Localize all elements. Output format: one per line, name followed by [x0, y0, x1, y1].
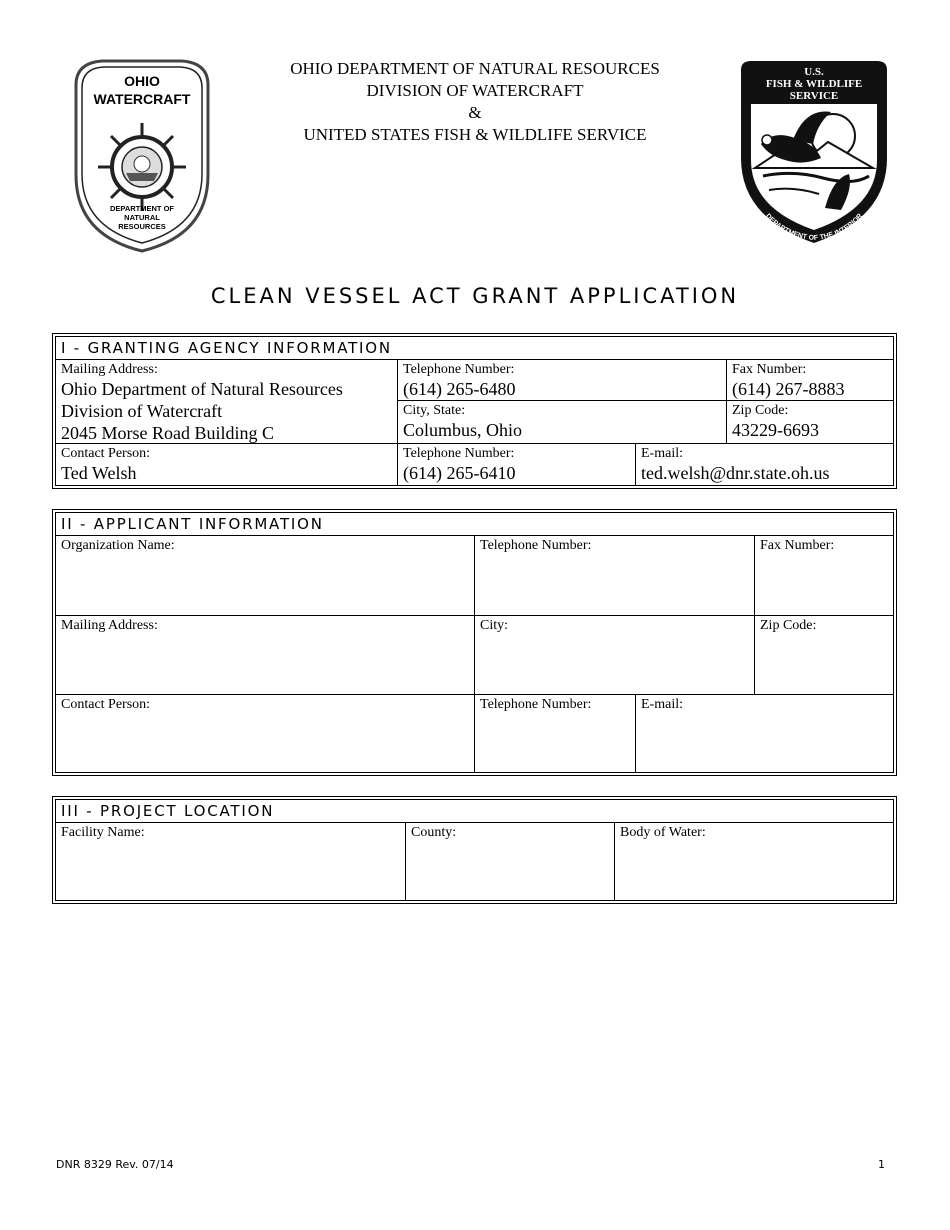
field-label: Telephone Number: — [480, 538, 592, 553]
seal-us-text: U.S. — [804, 66, 824, 78]
seal-service-text: SERVICE — [789, 90, 839, 102]
page-number: 1 — [878, 1158, 885, 1171]
field-label: Mailing Address: — [61, 362, 158, 377]
field-label: Fax Number: — [732, 362, 807, 377]
agency-zip-cell — [727, 401, 893, 444]
agency-line-4: UNITED STATES FISH & WILDLIFE SERVICE — [303, 125, 647, 144]
project-location-section — [55, 799, 894, 901]
applicant-email-field[interactable] — [636, 695, 893, 772]
agency-line-3: & — [468, 103, 482, 122]
field-label: Contact Person: — [61, 697, 151, 712]
seal-bottom-line1: DEPARTMENT OF — [109, 204, 175, 213]
agency-contact-telephone-value: (614) 265-6410 — [403, 463, 516, 483]
field-label: E-mail: — [641, 697, 683, 712]
agency-email-cell — [636, 444, 893, 485]
agency-zip-value: 43229-6693 — [732, 420, 819, 440]
agency-line-2: DIVISION OF WATERCRAFT — [366, 81, 584, 100]
field-label: Organization Name: — [61, 538, 175, 553]
ohio-watercraft-seal — [62, 55, 222, 255]
seal-bottom-line2: NATURAL — [124, 213, 160, 222]
applicant-telephone-field[interactable] — [475, 536, 755, 616]
field-label: Telephone Number: — [480, 697, 592, 712]
agency-telephone-cell — [398, 360, 727, 401]
page-title: CLEAN VESSEL ACT GRANT APPLICATION — [210, 284, 740, 308]
organization-name-field[interactable] — [56, 536, 475, 616]
field-label: County: — [411, 825, 457, 840]
form-number: DNR 8329 Rev. 07/14 — [56, 1158, 174, 1171]
agency-city-cell — [398, 401, 727, 444]
field-label: Body of Water: — [620, 825, 706, 840]
field-label: Telephone Number: — [403, 446, 515, 461]
agency-fax-value: (614) 267-8883 — [732, 379, 845, 399]
field-label: E-mail: — [641, 446, 683, 461]
agency-mailing-line-2: Division of Watercraft — [61, 401, 223, 421]
agency-telephone-value: (614) 265-6480 — [403, 379, 516, 399]
applicant-contact-person-field[interactable] — [56, 695, 475, 772]
body-of-water-field[interactable] — [615, 823, 893, 900]
ship-wheel-icon — [98, 123, 186, 211]
applicant-fax-field[interactable] — [755, 536, 893, 616]
field-label: Telephone Number: — [403, 362, 515, 377]
agency-contact-cell — [56, 444, 398, 485]
agency-mailing-line-1: Ohio Department of Natural Resources — [61, 379, 343, 399]
agency-email-value: ted.welsh@dnr.state.oh.us — [641, 463, 830, 483]
section-heading: II - APPLICANT INFORMATION — [56, 513, 893, 536]
agency-contact-value: Ted Welsh — [61, 463, 137, 483]
field-label: Zip Code: — [760, 618, 817, 633]
applicant-contact-telephone-field[interactable] — [475, 695, 636, 772]
agency-city-value: Columbus, Ohio — [403, 420, 523, 440]
granting-agency-section — [55, 336, 894, 486]
seal-fws-text: FISH & WILDLIFE — [765, 78, 863, 90]
agency-contact-telephone-cell — [398, 444, 636, 485]
applicant-zip-field[interactable] — [755, 616, 893, 695]
section-heading: I - GRANTING AGENCY INFORMATION — [56, 337, 893, 360]
applicant-mailing-address-field[interactable] — [56, 616, 475, 695]
fish-wildlife-seal — [733, 58, 895, 246]
applicant-information-section — [55, 512, 894, 773]
county-field[interactable] — [406, 823, 615, 900]
applicant-city-field[interactable] — [475, 616, 755, 695]
agency-mailing-cell — [56, 360, 398, 444]
seal-bottom-line3: RESOURCES — [118, 222, 166, 231]
field-label: Contact Person: — [61, 446, 151, 461]
field-label: Mailing Address: — [61, 618, 158, 633]
agency-mailing-line-3: 2045 Morse Road Building C — [61, 423, 275, 443]
section-heading: III - PROJECT LOCATION — [56, 800, 893, 823]
agency-header — [250, 58, 700, 146]
field-label: Facility Name: — [61, 825, 145, 840]
field-label: City: — [480, 618, 509, 633]
agency-line-1: OHIO DEPARTMENT OF NATURAL RESOURCES — [290, 59, 660, 78]
field-label: Zip Code: — [732, 403, 789, 418]
seal-ohio-text: OHIO — [124, 73, 160, 89]
field-label: City, State: — [403, 403, 466, 418]
seal-arc-text: DEPARTMENT OF THE INTERIOR — [764, 212, 864, 243]
facility-name-field[interactable] — [56, 823, 406, 900]
seal-watercraft-text: WATERCRAFT — [93, 91, 191, 107]
agency-fax-cell — [727, 360, 893, 401]
field-label: Fax Number: — [760, 538, 835, 553]
